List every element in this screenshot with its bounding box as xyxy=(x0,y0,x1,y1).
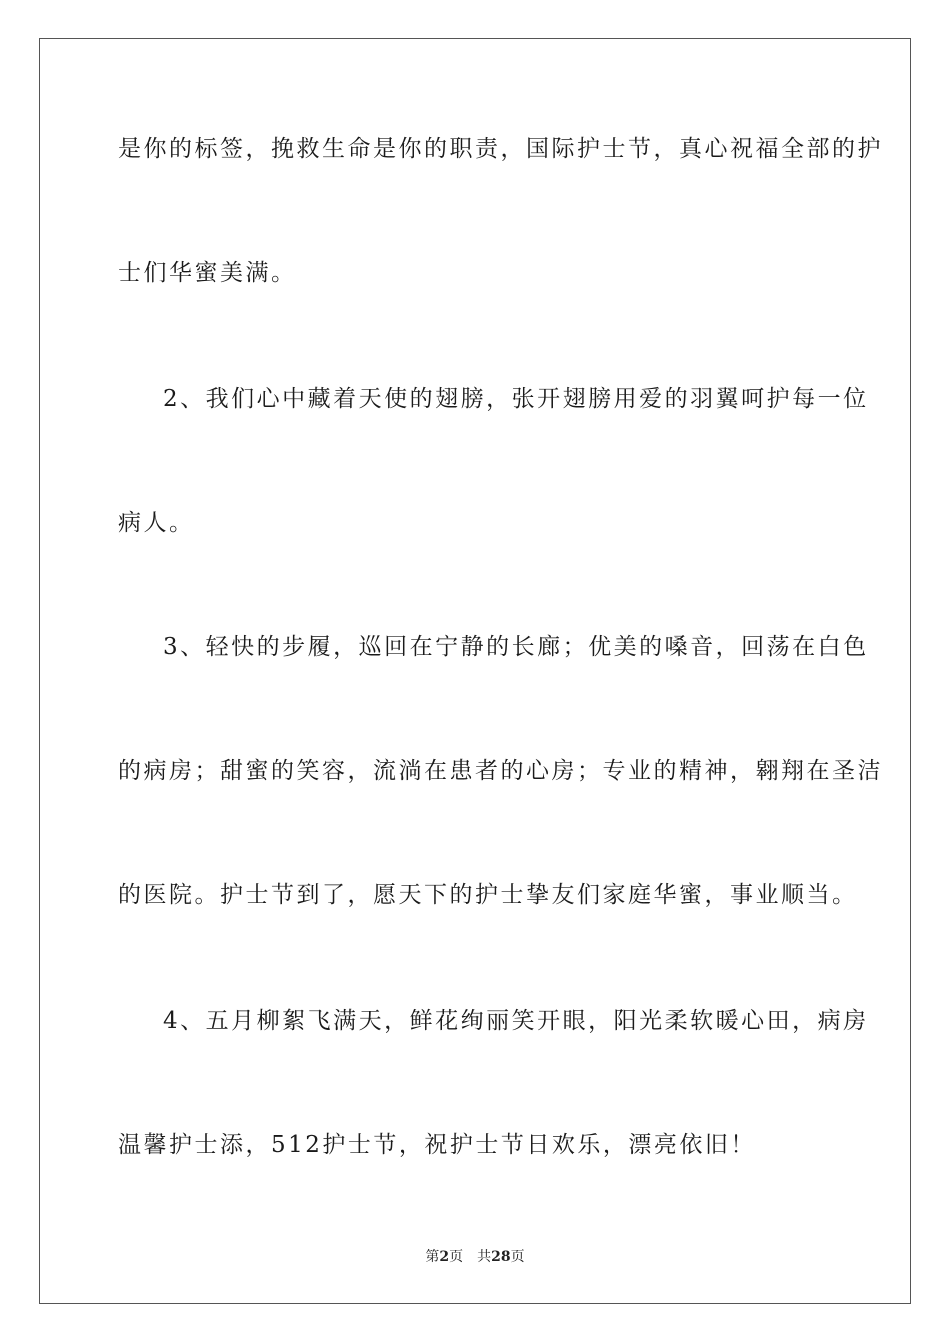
text-line-1: 是你的标签，挽救生命是你的职责，国际护士节，真心祝福全部的护 xyxy=(118,136,883,162)
total-prefix: 共 xyxy=(477,1249,492,1265)
page-prefix: 第 xyxy=(425,1249,440,1265)
text-line-8: 4、五月柳絮飞满天，鲜花绚丽笑开眼，阳光柔软暖心田，病房 xyxy=(163,1008,869,1034)
text-line-5: 3、轻快的步履，巡回在宁静的长廊；优美的嗓音，回荡在白色 xyxy=(163,634,869,660)
text-line-2: 士们华蜜美满。 xyxy=(118,260,297,286)
total-pages: 28 xyxy=(491,1249,511,1265)
page-number: 2 xyxy=(439,1249,450,1265)
text-line-4: 病人。 xyxy=(118,510,195,536)
text-line-6: 的病房；甜蜜的笑容，流淌在患者的心房；专业的精神，翱翔在圣洁 xyxy=(118,758,883,784)
page-frame xyxy=(39,38,911,1304)
text-line-9: 温馨护士添，512护士节，祝护士节日欢乐，漂亮依旧！ xyxy=(118,1132,756,1158)
text-line-3: 2、我们心中藏着天使的翅膀，张开翅膀用爱的羽翼呵护每一位 xyxy=(163,386,869,412)
text-line-7: 的医院。护士节到了，愿天下的护士挚友们家庭华蜜，事业顺当。 xyxy=(118,882,858,908)
total-suffix: 页 xyxy=(510,1249,525,1265)
page-footer xyxy=(0,1246,950,1266)
page-suffix: 页 xyxy=(449,1249,464,1265)
